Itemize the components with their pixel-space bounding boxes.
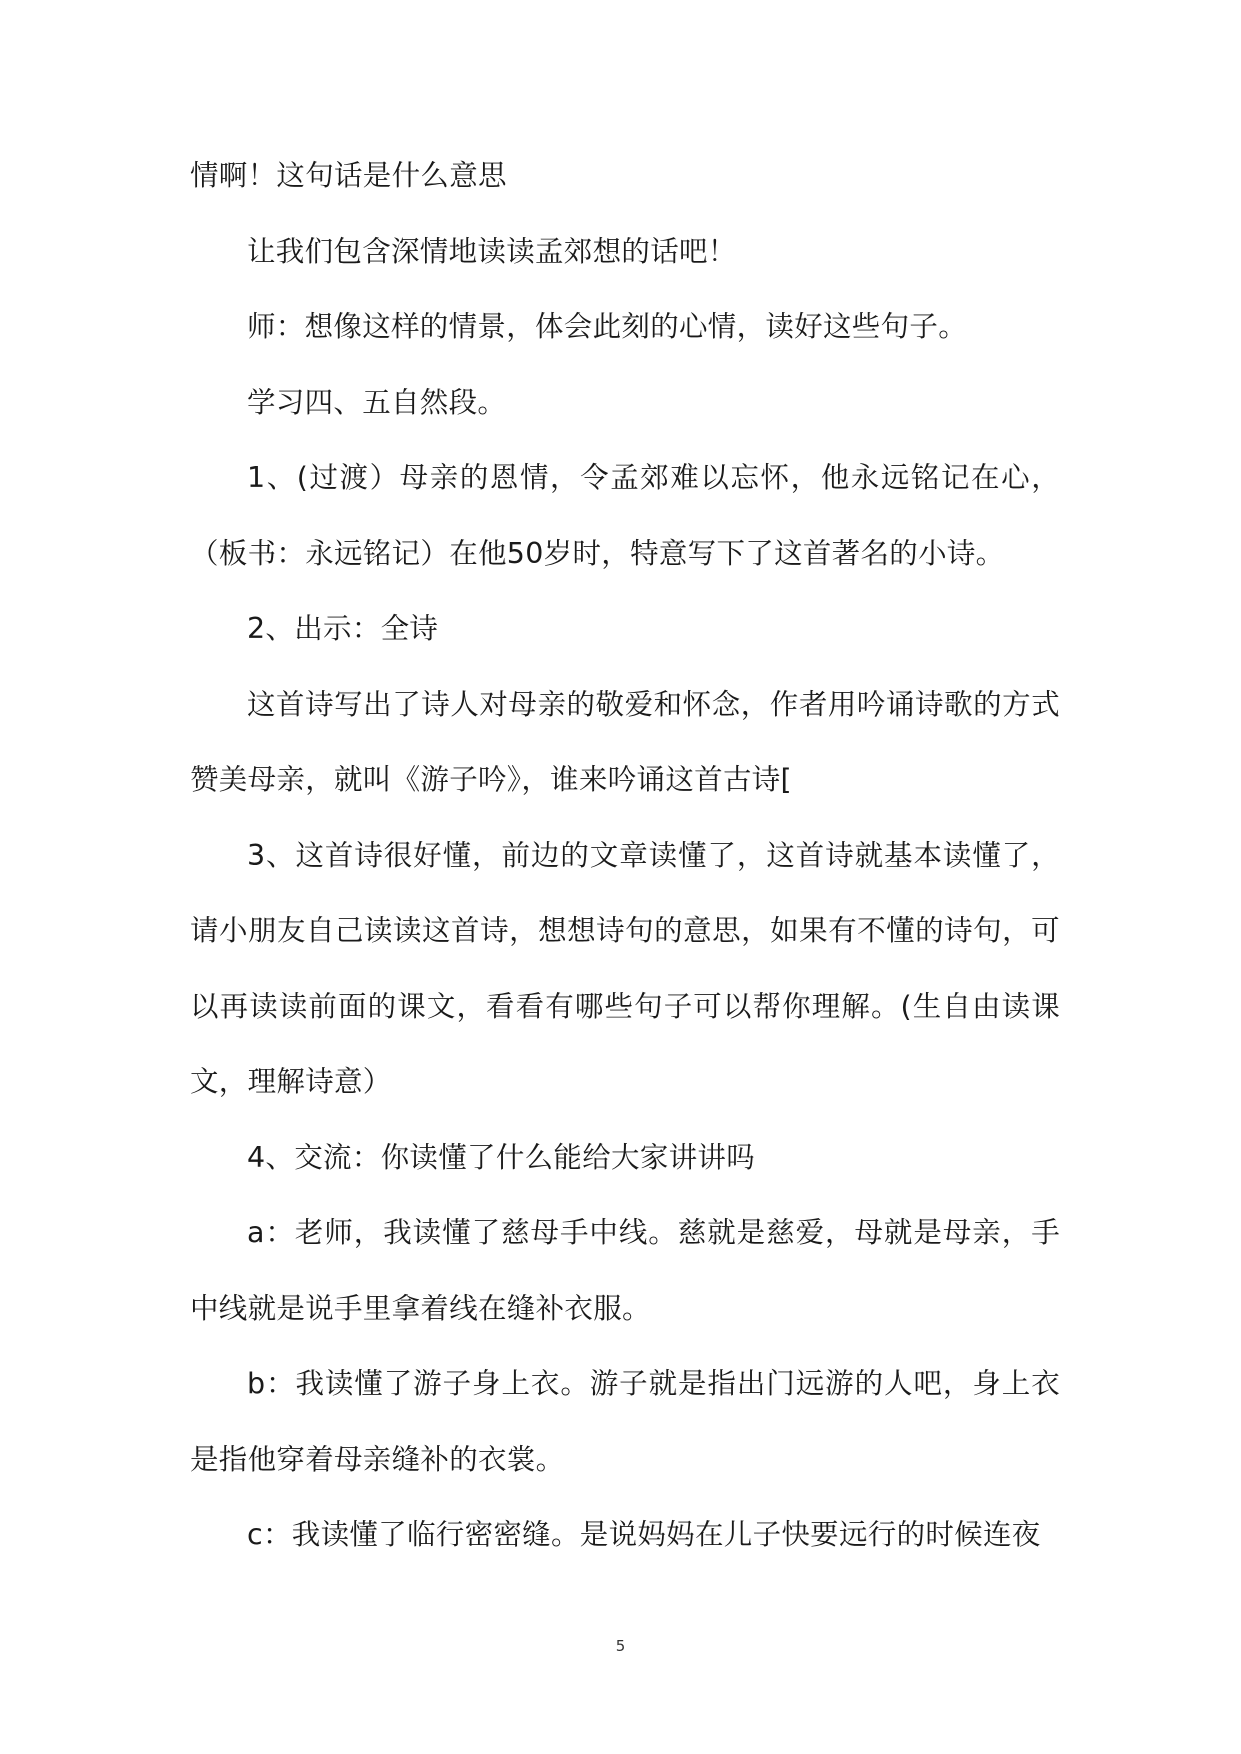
page-number: 5 bbox=[615, 1637, 626, 1655]
paragraph-7: 这首诗写出了诗人对母亲的敬爱和怀念，作者用吟诵诗歌的方式赞美母亲，就叫《游子吟》，谁来吟诵这首古诗[ bbox=[190, 687, 1060, 796]
paragraph-8: 3、这首诗很好懂，前边的文章读懂了，这首诗就基本读懂了，请小朋友自己读读这首诗，想想诗句的意思，如果有不懂的诗句，可以再读读前面的课文，看看有哪些句子可以帮你理解。(生自由读课文，理解诗意） bbox=[190, 838, 1060, 1098]
paragraph-9: 4、交流：你读懂了什么能给大家讲讲吗 bbox=[247, 1140, 756, 1174]
paragraph-1: 情啊！这句话是什么意思 bbox=[190, 159, 507, 192]
paragraph-10: a：老师，我读懂了慈母手中线。慈就是慈爱，母就是母亲，手中线就是说手里拿着线在缝补衣服。 bbox=[190, 1216, 1060, 1325]
paragraph-6: 2、出示：全诗 bbox=[247, 612, 439, 645]
paragraph-11: b：我读懂了游子身上衣。游子就是指出门远游的人吧，身上衣是指他穿着母亲缝补的衣裳。 bbox=[190, 1367, 1060, 1476]
paragraph-2: 让我们包含深情地读读孟郊想的话吧！ bbox=[247, 234, 737, 268]
paragraph-5: 1、(过渡）母亲的恩情，令孟郊难以忘怀，他永远铭记在心，（板书：永远铭记）在他50岁时，特意写下了这首著名的小诗。 bbox=[190, 461, 1060, 570]
paragraph-4: 学习四、五自然段。 bbox=[247, 385, 507, 419]
body-text bbox=[190, 138, 1060, 1573]
paragraph-3: 师：想像这样的情景，体会此刻的心情，读好这些句子。 bbox=[247, 310, 968, 343]
paragraph-12: c：我读懂了临行密密缝。是说妈妈在儿子快要远行的时候连夜 bbox=[247, 1518, 1041, 1551]
